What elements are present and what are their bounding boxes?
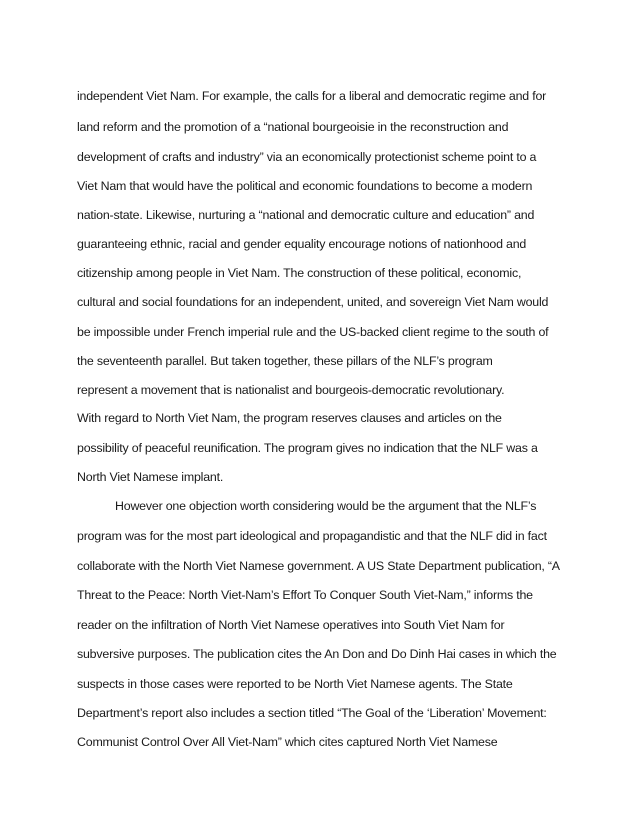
text-line: guaranteeing ethnic, racial and gender equality encourage notions of nationhood and bbox=[77, 237, 527, 251]
text-line: be impossible under French imperial rule and the US-backed client regime to the south of bbox=[77, 325, 549, 339]
text-line: nation-state. Likewise, nurturing a “national and democratic culture and education” and bbox=[77, 208, 535, 222]
paragraph-first-line: However one objection worth considering would be the argument that the NLF’s bbox=[115, 499, 537, 513]
text-line: reader on the infiltration of North Viet Namese operatives into South Viet Nam for bbox=[77, 618, 505, 632]
text-line: collaborate with the North Viet Namese government. A US State Department publication, “A bbox=[77, 559, 560, 573]
text-line: Viet Nam that would have the political and economic foundations to become a modern bbox=[77, 179, 533, 193]
text-line: program was for the most part ideological and propagandistic and that the NLF did in fact bbox=[77, 529, 547, 543]
text-line: possibility of peaceful reunification. The program gives no indication that the NLF was a bbox=[77, 441, 538, 455]
text-line: Communist Control Over All Viet-Nam” which cites captured North Viet Namese bbox=[77, 735, 498, 749]
text-line: land reform and the promotion of a “national bourgeoisie in the reconstruction and bbox=[77, 120, 509, 134]
text-line: the seventeenth parallel. But taken together, these pillars of the NLF’s program bbox=[77, 354, 493, 368]
text-line: Department’s report also includes a section titled “The Goal of the ‘Liberation’ Movement: bbox=[77, 706, 547, 720]
text-line: represent a movement that is nationalist and bourgeois-democratic revolutionary. bbox=[77, 383, 505, 397]
text-line: North Viet Namese implant. bbox=[77, 470, 224, 484]
text-line: Threat to the Peace: North Viet-Nam’s Effort To Conquer South Viet-Nam,” informs the bbox=[77, 588, 533, 602]
text-line: cultural and social foundations for an independent, united, and sovereign Viet Nam would bbox=[77, 295, 549, 309]
text-line: citizenship among people in Viet Nam. The construction of these political, economic, bbox=[77, 266, 522, 280]
text-line: With regard to North Viet Nam, the program reserves clauses and articles on the bbox=[77, 411, 502, 425]
text-line: subversive purposes. The publication cites the An Don and Do Dinh Hai cases in which the bbox=[77, 647, 557, 661]
text-line: development of crafts and industry” via an economically protectionist scheme point to a bbox=[77, 150, 537, 164]
text-line: independent Viet Nam. For example, the calls for a liberal and democratic regime and for bbox=[77, 89, 547, 103]
text-line: suspects in those cases were reported to be North Viet Namese agents. The State bbox=[77, 677, 513, 691]
